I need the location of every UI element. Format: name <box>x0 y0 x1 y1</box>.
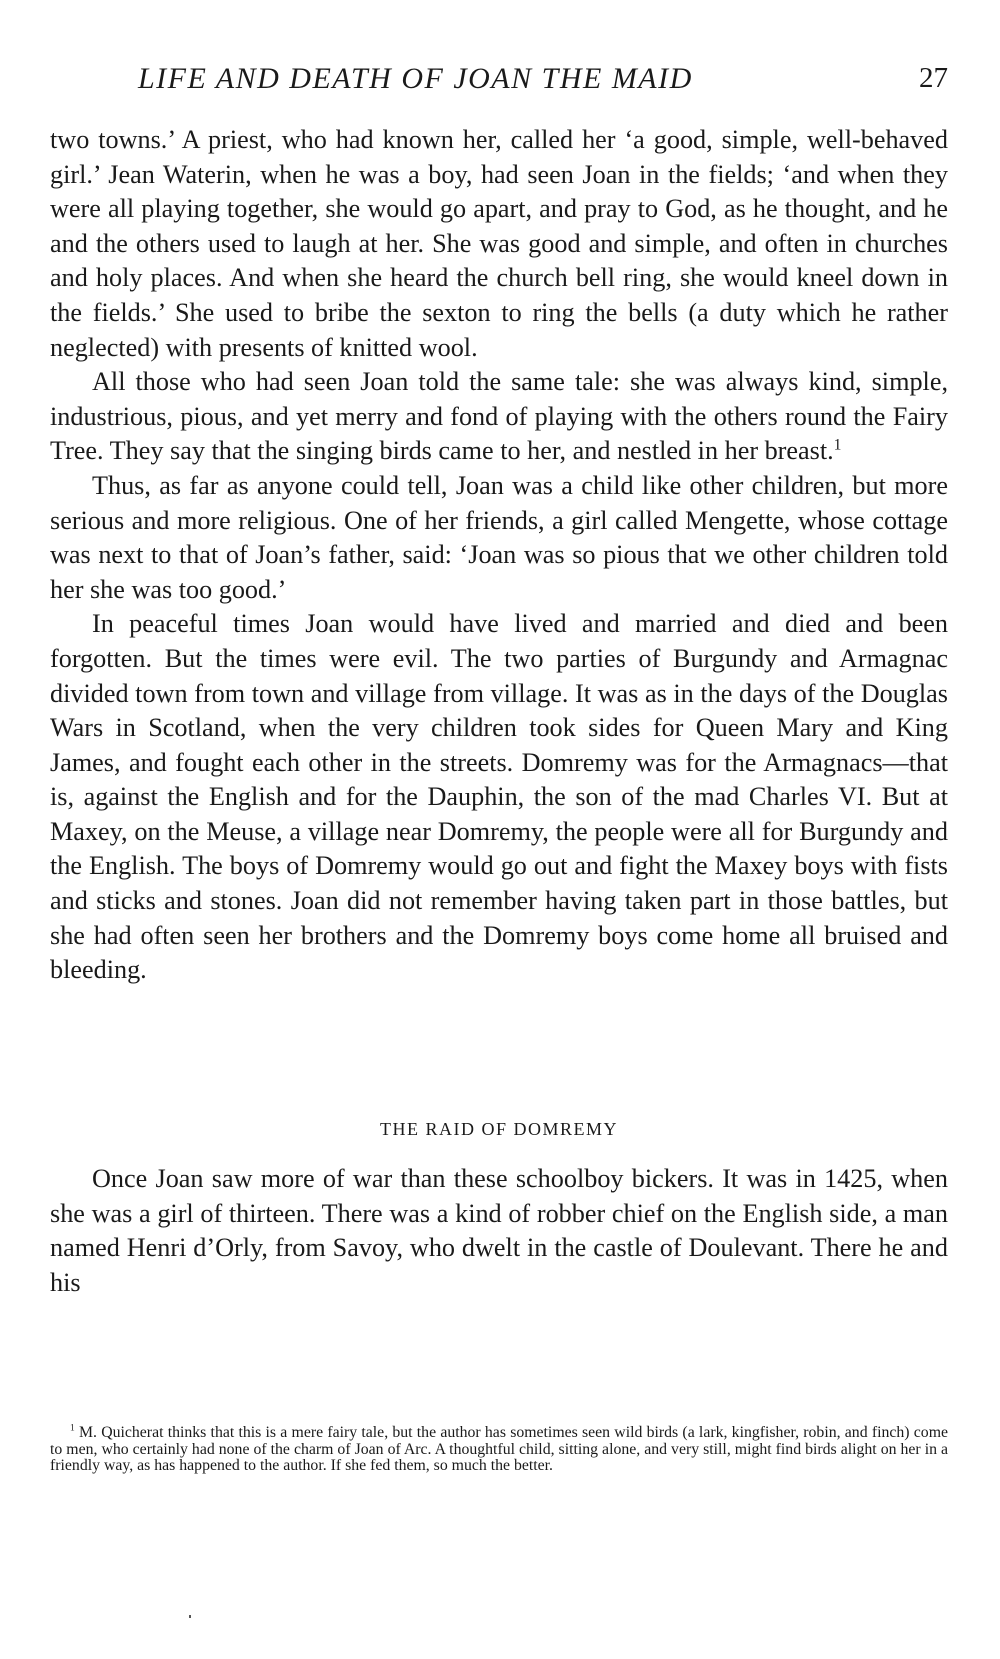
footnote <box>50 1425 948 1475</box>
section-body <box>50 1162 948 1300</box>
running-head <box>50 62 948 102</box>
footnote-marker: 1 <box>70 1423 75 1434</box>
paragraph-3: Thus, as far as anyone could tell, Joan was a child like other children, but more serious and more religious. One of her friends, a girl called Mengette, whose cottage was next to that of Joan’s father, said: ‘Joan was so pious that we other children told her she was too good.’ <box>50 470 948 604</box>
printing-mark <box>189 1615 191 1618</box>
paragraph-1: two towns.’ A priest, who had known her, called her ‘a good, simple, well-behaved girl.’ Jean Waterin, when he was a boy, had seen Joan in the fields; ‘and when they were all playing together, she would go apart, and pray to God, as he thought, and he and the others used to laugh at her. She was good and simple, and often in churches and holy places. And when she heard the church bell ring, she would kneel down in the fields.’ She used to bribe the sexton to ring the bells (a duty which he rather neglected) with presents of knitted wool. <box>50 125 948 362</box>
body-text <box>50 123 948 988</box>
footnote-reference: 1 <box>833 436 842 454</box>
footnote-text: M. Quicherat thinks that this is a mere fairy tale, but the author has sometimes seen wild birds (a lark, kingfisher, robin, and finch) come to men, who certainly had none of the charm of Joan of Arc. A thoughtful child, sitting alone, and very still, might find birds alight on her in a friendly way, as has happened to the author. If she fed them, so much the better. <box>50 1424 948 1475</box>
paragraph-2 <box>50 365 948 469</box>
section-heading: THE RAID OF DOMREMY <box>379 1119 618 1139</box>
section-paragraph: Once Joan saw more of war than these schoolboy bickers. It was in 1425, when she was a girl of thirteen. There was a kind of robber chief on the English side, a man named Henri d’Orly, from Savoy, who dwelt in the castle of Doulevant. There he and his <box>50 1164 948 1297</box>
paragraph-4: In peaceful times Joan would have lived and married and died and been forgotten. But the times were evil. The two parties of Burgundy and Armagnac divided town from town and village from village. It was as in the days of the Douglas Wars in Scotland, when the very children took sides for Queen Mary and King James, and fought each other in the streets. Domremy was for the Armagnacs—that is, against the English and for the Dauphin, the son of the mad Charles VI. But at Maxey, on the Meuse, a village near Domremy, the people were all for Burgundy and the English. The boys of Domremy would go out and fight the Maxey boys with fists and sticks and stones. Joan did not remember having taken part in those battles, but she had often seen her brothers and the Domremy boys come home all bruised and bleeding. <box>50 609 948 985</box>
paragraph-2-text: All those who had seen Joan told the same tale: she was always kind, simple, industrious, pious, and yet merry and fond of playing with the others round the Fairy Tree. They say that the singing birds came to her, and nestled in her breast. <box>50 367 948 466</box>
running-title: LIFE AND DEATH OF JOAN THE MAID <box>138 62 693 95</box>
page-number: 27 <box>919 62 948 94</box>
